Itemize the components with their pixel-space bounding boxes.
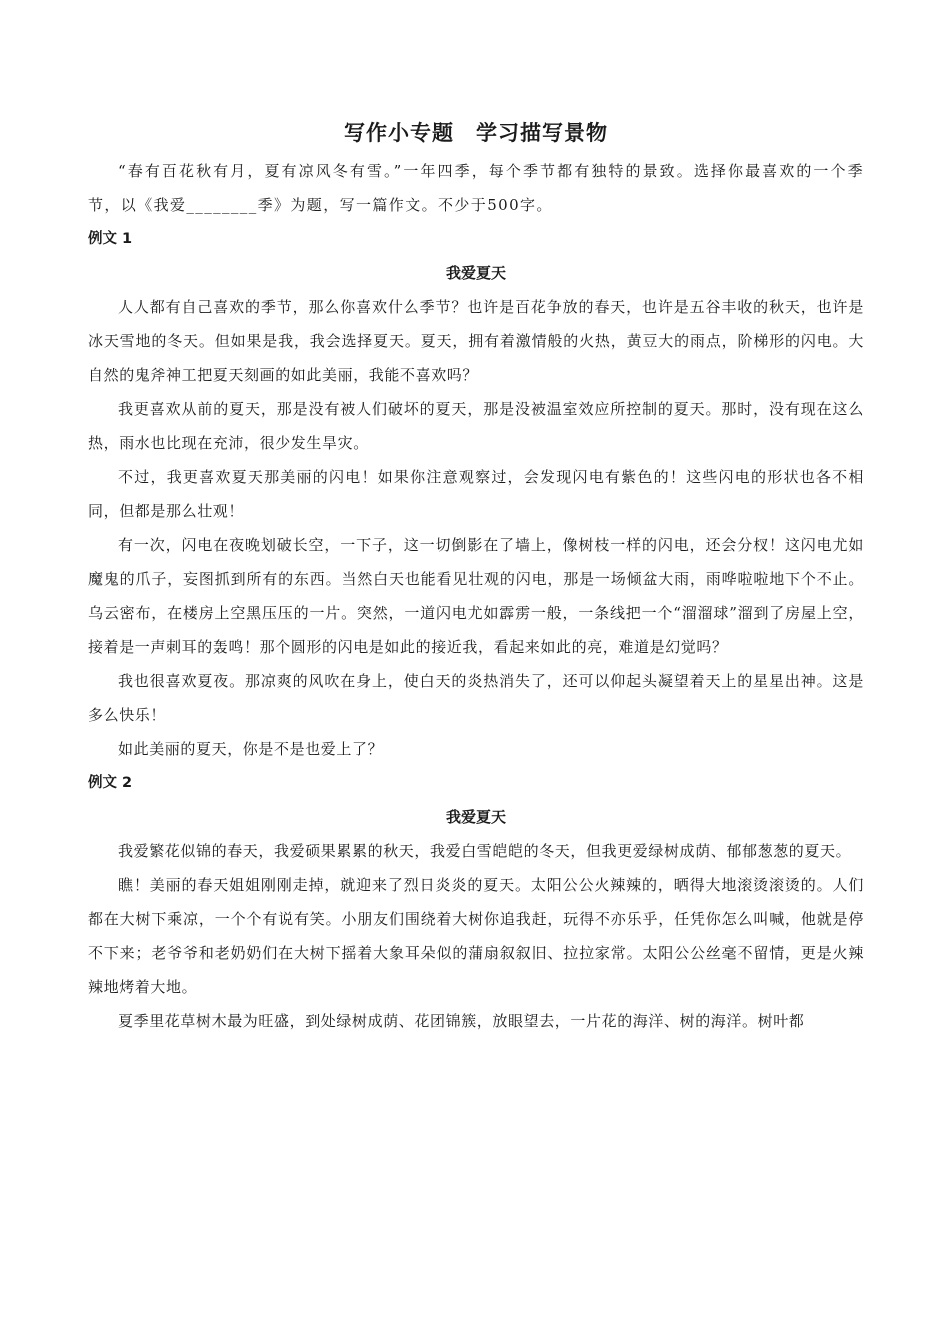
example-label: 例文 1: [88, 231, 133, 247]
essay-paragraph: 我爱繁花似锦的春天，我爱硕果累累的秋天，我爱白雪皑皑的冬天，但我更爱绿树成荫、郁郁葱葱的夏天。: [118, 842, 852, 860]
essay-paragraph: 瞧！美丽的春天姐姐刚刚走掉，就迎来了烈日炎炎的夏天。太阳公公火辣辣的，晒得大地滚烫滚烫的。人们都在大树下乘凉，一个个有说有笑。小朋友们围绕着大树你追我赶，玩得不亦乐乎，任凭你怎么叫喊，他就是停不下来；老爷爷和老奶奶们在大树下摇着大象耳朵似的蒲扇叙叙旧、拉拉家常。太阳公公丝毫不留情，更是火辣辣地烤着大地。: [88, 876, 864, 996]
writing-prompt: “春有百花秋有月，夏有凉风冬有雪。”一年四季，每个季节都有独特的景致。选择你最喜欢的一个季节，以《我爱________季》为题，写一篇作文。不少于500字。: [88, 162, 864, 214]
essay-paragraph: 我更喜欢从前的夏天，那是没有被人们破坏的夏天，那是没被温室效应所控制的夏天。那时，没有现在这么热，雨水也比现在充沛，很少发生旱灾。: [88, 400, 864, 452]
essay-paragraph: 我也很喜欢夏夜。那凉爽的风吹在身上，使白天的炎热消失了，还可以仰起头凝望着天上的星星出神。这是多么快乐！: [88, 672, 864, 724]
essay-paragraph: 夏季里花草树木最为旺盛，到处绿树成荫、花团锦簇，放眼望去，一片花的海洋、树的海洋。树叶都: [118, 1012, 805, 1030]
essay-paragraph: 有一次，闪电在夜晚划破长空，一下子，这一切倒影在了墙上，像树枝一样的闪电，还会分杈！这闪电尤如魔鬼的爪子，妄图抓到所有的东西。当然白天也能看见壮观的闪电，那是一场倾盆大雨，雨哗啦啦地下个不止。乌云密布，在楼房上空黑压压的一片。突然，一道闪电尤如霹雳一般，一条线把一个“溜溜球”溜到了房屋上空，接着是一声刺耳的轰鸣！那个圆形的闪电是如此的接近我，看起来如此的亮，难道是幻觉吗？: [88, 536, 864, 656]
document-page: [88, 118, 864, 1038]
example-1: [88, 222, 864, 766]
document-title: 写作小专题 学习描写景物: [344, 121, 608, 145]
essay-paragraph: 不过，我更喜欢夏天那美丽的闪电！如果你注意观察过，会发现闪电有紫色的！这些闪电的形状也各不相同，但都是那么壮观！: [88, 468, 864, 520]
example-2: [88, 766, 864, 1038]
essay-paragraph: 人人都有自己喜欢的季节，那么你喜欢什么季节？也许是百花争放的春天，也许是五谷丰收的秋天，也许是冰天雪地的冬天。但如果是我，我会选择夏天。夏天，拥有着激情般的火热，黄豆大的雨点，阶梯形的闪电。大自然的鬼斧神工把夏天刻画的如此美丽，我能不喜欢吗？: [88, 298, 864, 384]
essay-title: 我爱夏天: [445, 808, 506, 826]
essay-paragraph: 如此美丽的夏天，你是不是也爱上了？: [118, 740, 384, 758]
example-label: 例文 2: [88, 775, 133, 791]
essay-title: 我爱夏天: [445, 264, 506, 282]
